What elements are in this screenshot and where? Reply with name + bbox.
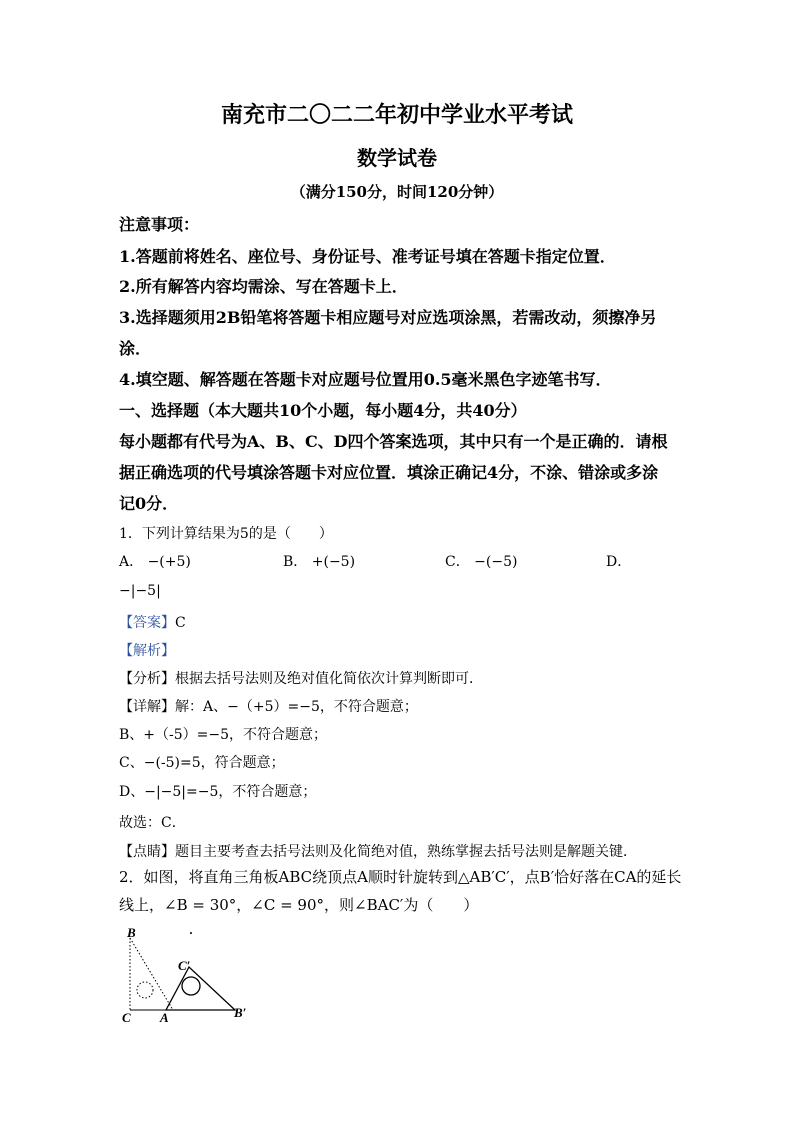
- comment-text: 题目主要考查去括号法则及化简绝对值，熟练掌握去括号法则是解题关键．: [175, 844, 637, 860]
- note-item: 4.填空题、解答题在答题卡对应题号位置用0.5毫米黑色字迹笔书写．: [119, 370, 612, 389]
- label-c-prime: C′: [178, 958, 191, 973]
- section-desc-line: 记0分．: [119, 494, 179, 513]
- detail-line: [119, 696, 418, 716]
- option-expr: +(−5): [311, 554, 356, 570]
- fenxi-line: [119, 668, 483, 688]
- comment-tag: 【点睛】: [119, 844, 175, 860]
- option-label: B．: [283, 554, 308, 570]
- option-label: A．: [119, 554, 144, 570]
- q2-stem-line: 2．如图，将直角三角板ABC绕顶点A顺时针旋转到△AB′C′，点B′恰好落在CA的延长: [119, 868, 682, 886]
- notes-heading: 注意事项：: [119, 215, 200, 234]
- option-label: C．: [445, 554, 470, 570]
- note-item: 1.答题前将姓名、座位号、身份证号、准考证号填在答题卡指定位置．: [119, 247, 616, 266]
- q1-option-d-label: D．: [606, 554, 632, 570]
- q1-option-c: [445, 551, 517, 571]
- section-desc-line: 据正确选项的代号填涂答题卡对应位置．填涂正确记4分，不涂、错涂或多涂: [119, 463, 659, 482]
- exam-meta: （满分150分，时间120分钟）: [290, 183, 504, 201]
- option-expr: −(+5): [147, 554, 191, 570]
- answer-line: [119, 612, 186, 632]
- page-title: 南充市二〇二二年初中学业水平考试: [220, 102, 573, 128]
- label-c: C: [122, 1010, 131, 1025]
- answer-tag: 【答案】: [119, 615, 175, 631]
- label-a: A: [160, 1010, 169, 1025]
- q1-option-d-expr: −|−5|: [119, 583, 161, 599]
- choose-line: 故选：C．: [119, 815, 186, 831]
- q1-stem: 1．下列计算结果为5的是（ ）: [119, 526, 333, 542]
- stray-dot: [190, 932, 192, 934]
- note-item: 3.选择题须用2B铅笔将答题卡相应题号对应选项涂黑，若需改动，须擦净另: [119, 308, 657, 327]
- q1-option-a: [119, 551, 191, 571]
- edge-ba: [130, 938, 173, 1010]
- rotated-triangle: [166, 967, 235, 1010]
- fenxi-tag: 【分析】: [119, 671, 175, 687]
- section-desc-line: 每小题都有代号为A、B、C、D四个答案选项，其中只有一个是正确的．请根: [119, 432, 668, 451]
- answer-value: C: [175, 615, 186, 631]
- detail-tag: 【详解】: [119, 699, 175, 715]
- solid-hole: [182, 977, 200, 995]
- note-item: 涂．: [119, 339, 152, 358]
- detail-line: C、−(-5)=5，符合题意；: [119, 755, 285, 771]
- q2-figure: [118, 920, 268, 1025]
- label-b-prime: B′: [234, 1005, 247, 1020]
- fenxi-text: 根据去括号法则及绝对值化简依次计算判断即可．: [175, 671, 483, 687]
- detail-line: B、+（-5）=−5，不符合题意；: [119, 727, 328, 743]
- q2-stem-line: 线上，∠B = 30°，∠C = 90°，则∠BAC′为（ ）: [119, 896, 479, 914]
- note-item: 2.所有解答内容均需涂、写在答题卡上．: [119, 277, 408, 296]
- detail-line: D、−|−5|=−5，不符合题意；: [119, 784, 317, 800]
- q1-option-b: [283, 551, 355, 571]
- dotted-hole: [137, 982, 153, 998]
- analysis-tag: 【解析】: [119, 643, 175, 659]
- page-subtitle: 数学试卷: [357, 146, 437, 170]
- detail-text: 解：A、−（+5）=−5，不符合题意；: [175, 699, 418, 715]
- label-b: B: [127, 925, 136, 940]
- section-title: 一、选择题（本大题共10个小题，每小题4分，共40分）: [119, 401, 527, 420]
- comment-line: [119, 841, 637, 861]
- option-expr: −(−5): [474, 554, 518, 570]
